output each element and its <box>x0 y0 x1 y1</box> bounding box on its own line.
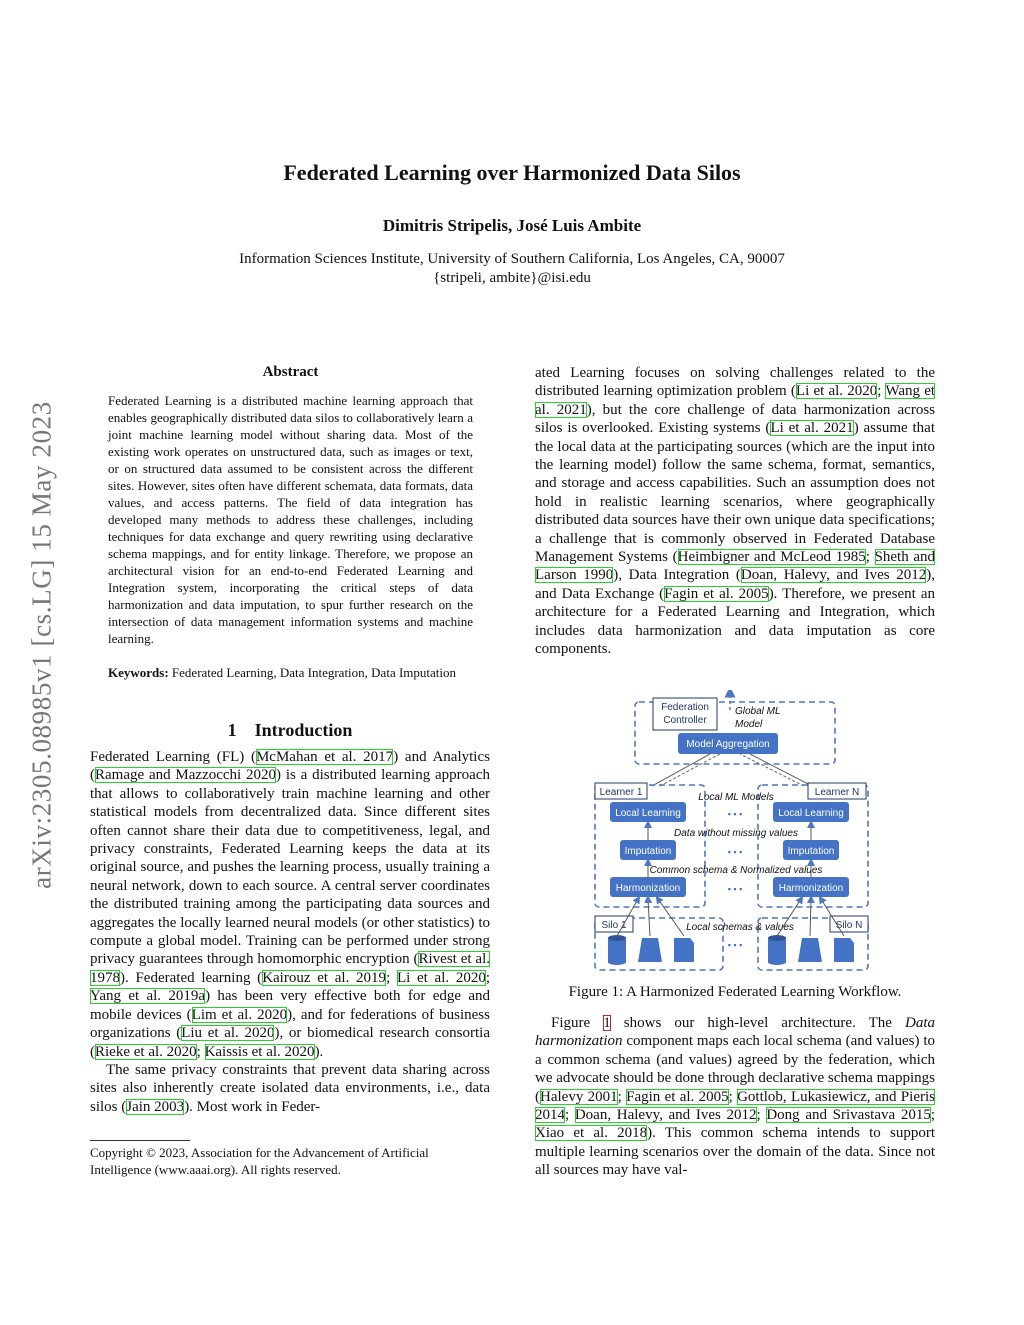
citation-link[interactable]: Lim et al. 2020 <box>191 1006 288 1023</box>
citation-link[interactable]: Heimbigner and McLeod 1985 <box>677 549 866 566</box>
affiliation-block <box>0 250 1024 288</box>
ellipsis-4: ▪ ▪ ▪ <box>727 940 743 950</box>
local-learning-label-n: Local Learning <box>778 808 844 819</box>
document-icon <box>674 938 694 962</box>
citation-link[interactable]: Liu et al. 2020 <box>181 1025 275 1042</box>
citation-link[interactable]: Halevy 2001 <box>540 1088 618 1105</box>
federation-controller-label-1: Federation <box>661 702 709 713</box>
model-aggregation-label: Model Aggregation <box>686 739 770 750</box>
citation-link[interactable]: Li et al. 2020 <box>795 383 878 400</box>
arxiv-id: arXiv:2305.08985v1 [cs.LG] 15 May 2023 <box>26 401 57 889</box>
intro-paragraph: The same privacy constraints that prevent data sharing across sites also inherently create isolated data environments, i.e., data silos (Jain 2003). Most work in Feder- <box>90 1061 490 1115</box>
abstract-heading: Abstract <box>262 364 319 380</box>
authors: Dimitris Stripelis, José Luis Ambite <box>382 216 642 235</box>
citation-link[interactable]: Rieke et al. 2020 <box>95 1043 197 1060</box>
learner-n-label: Learner N <box>814 787 860 798</box>
emphasis: Data harmonization <box>535 1015 935 1050</box>
global-ml-label-1: Global ML <box>735 706 781 717</box>
right-column-text <box>535 364 935 659</box>
footnote-rule <box>90 1140 190 1141</box>
section-number: 1 <box>227 720 237 740</box>
section-heading <box>90 720 490 741</box>
database-icon <box>608 935 626 965</box>
right-paragraph: Figure 1 shows our high-level architecture. The Data harmonization component maps each local schema (and values) to a common schema (and values) agreed by the federation, which we advocate should be done through declarative schema mappings (Halevy 2001; Fagin et al. 2005; Gottlob, Lukasiewicz, and Pieris 2014; Doan, Halevy, and Ives 2012; Dong and Srivastava 2015; Xiao et al. 2018). This common schema intends to support multiple learning scenarios over the domain of the data. Since not all sources may have val- <box>535 1015 935 1179</box>
connector-line <box>740 754 804 786</box>
abstract-text: Federated Learning is a distributed machine learning approach that enables geographically distributed data silos to collaboratively learn a joint machine learning model without sharing data. Most of the existing work operates on unstructured data, such as images or text, or on structured data assumed to be consistent across the different sites. However, sites often have different schemata, data formats, data values, and access patterns. The field of data integration has developed many methods to address these challenges, including techniques for data exchange and query rewriting using declarative schema mappings, and for entity linkage. Therefore, we propose an architectural vision for an end-to-end Federated Learning and Integration system, incorporating the critical steps of data harmonization and data imputation, to spur further research on the intersection of data management information systems and machine learning. <box>108 393 473 646</box>
learner-1-label: Learner 1 <box>599 787 643 798</box>
arxiv-sidebar <box>22 345 62 945</box>
ellipsis-3: ▪ ▪ ▪ <box>727 884 743 894</box>
email: {stripeli, ambite}@isi.edu <box>433 270 591 286</box>
database-icon <box>768 935 786 965</box>
dataset-icon <box>638 938 662 962</box>
citation-link[interactable]: Kaissis et al. 2020 <box>204 1043 315 1060</box>
federation-controller-label-2: Controller <box>663 715 707 726</box>
citation-link[interactable]: Sheth and Larson 1990 <box>535 549 936 584</box>
common-schema-label: Common schema & Normalized values <box>649 865 823 876</box>
right-column-text-2 <box>535 1014 935 1180</box>
affiliation: Information Sciences Institute, University of Southern California, Los Angeles, CA, 90007 <box>239 251 785 267</box>
document-icon <box>834 938 854 962</box>
section-title: Introduction <box>254 720 353 740</box>
intro-paragraph: Federated Learning (FL) (McMahan et al. 2017) and Analytics (Ramage and Mazzocchi 2020) is a distributed learning approach that allows to collaboratively train machine learning and other statistical models from decentralized data. Since different sites often cannot share their data due to competitiveness, legal, and privacy constraints, Federated Learning keeps the data at its original source, and pushes the learning process, usually training a neural network, down to each source. A central server coordinates the distributed training among the participating data sources and aggregates the locally learned neural models (or other statistics) to compute a global model. Training can be performed under strong privacy guarantees through homomorphic encryption (Rivest et al. 1978). Federated learning (Kairouz et al. 2019; Li et al. 2020; Yang et al. 2019a) has been very effective both for edge and mobile devices (Lim et al. 2020), and for federations of business organizations (Liu et al. 2020), or biomedical research consortia (Rieke et al. 2020; Kaissis et al. 2020). <box>90 749 491 1060</box>
flow-arrow <box>810 899 811 936</box>
imputation-label-n: Imputation <box>787 846 835 857</box>
imputation-label-1: Imputation <box>624 846 672 857</box>
citation-link[interactable]: Jain 2003 <box>126 1098 185 1115</box>
connector-line <box>750 754 812 786</box>
harmonization-label-1: Harmonization <box>615 883 681 894</box>
citation-link[interactable]: Kairouz et al. 2019 <box>262 969 387 986</box>
citation-link[interactable]: Yang et al. 2019a <box>90 988 206 1005</box>
citation-link[interactable]: Doan, Halevy, and Ives 2012 <box>574 1107 757 1124</box>
paper-title: Federated Learning over Harmonized Data Silos <box>283 160 741 185</box>
local-learning-label-1: Local Learning <box>615 808 681 819</box>
local-schemas-label: Local schemas & values <box>686 922 794 933</box>
citation-link[interactable]: Doan, Halevy, and Ives 2012 <box>740 567 927 584</box>
citation-link[interactable]: Fagin et al. 2005 <box>626 1088 729 1105</box>
keywords-label: Keywords: <box>108 665 169 680</box>
citation-link[interactable]: Rivest et al. 1978 <box>90 951 490 986</box>
data-without-missing-label: Data without missing values <box>674 828 798 839</box>
figure-diagram <box>590 690 880 972</box>
ellipsis-1: ▪ ▪ ▪ <box>727 809 743 819</box>
citation-link[interactable]: Dong and Srivastava 2015 <box>766 1107 931 1124</box>
ellipsis-2: ▪ ▪ ▪ <box>727 847 743 857</box>
right-paragraph: ated Learning focuses on solving challenges related to the distributed learning optimization problem (Li et al. 2020; Wang et al. 2021), but the core challenge of data harmonization across silos is overlooked. Existing systems (Li et al. 2021) assume that the local data at the participating sources (which are the input into the learning model) follow the same schema, format, semantics, and storage and access capabilities. Such an assumption does not hold in realistic learning scenarios, where geographically distributed data sources have their own unique data specifications; a challenge that is commonly observed in Federated Database Management Systems (Heimbigner and McLeod 1985; Sheth and Larson 1990), Data Integration (Doan, Halevy, and Ives 2012), and Data Exchange (Fagin et al. 2005). Therefore, we present an architecture for a Federated Learning and Integration, which includes data harmonization and data imputation as core components. <box>535 365 936 658</box>
connector-line <box>652 754 710 786</box>
citation-link[interactable]: McMahan et al. 2017 <box>255 749 394 765</box>
connector-line <box>660 754 720 786</box>
citation-link[interactable]: Xiao et al. 2018 <box>535 1125 648 1142</box>
copyright-footnote: Copyright © 2023, Association for the Advancement of Artificial Intelligence (www.aaai.org). All rights reserved. <box>90 1145 429 1177</box>
citation-link[interactable]: Wang et al. 2021 <box>535 383 936 418</box>
silo-n-label: Silo N <box>835 920 863 931</box>
citation-link[interactable]: Li et al. 2020 <box>396 969 486 986</box>
citation-link[interactable]: Ramage and Mazzocchi 2020 <box>95 767 277 784</box>
silo-1-label: Silo 1 <box>601 920 627 931</box>
dataset-icon <box>798 938 822 962</box>
intro-text <box>90 748 490 1116</box>
figure-ref-link[interactable]: 1 <box>603 1015 611 1031</box>
global-ml-label-2: Model <box>735 719 763 730</box>
local-ml-models-label: Local ML Models <box>698 792 774 803</box>
citation-link[interactable]: Gottlob, Lukasiewicz, and Pieris 2014 <box>535 1088 935 1124</box>
citation-link[interactable]: Li et al. 2021 <box>770 420 854 437</box>
harmonization-label-n: Harmonization <box>778 883 844 894</box>
keywords-text: Federated Learning, Data Integration, Data Imputation <box>171 665 457 680</box>
keywords <box>108 664 473 681</box>
figure-caption: Figure 1: A Harmonized Federated Learning Workflow. <box>568 984 902 1000</box>
citation-link[interactable]: Fagin et al. 2005 <box>664 585 769 602</box>
